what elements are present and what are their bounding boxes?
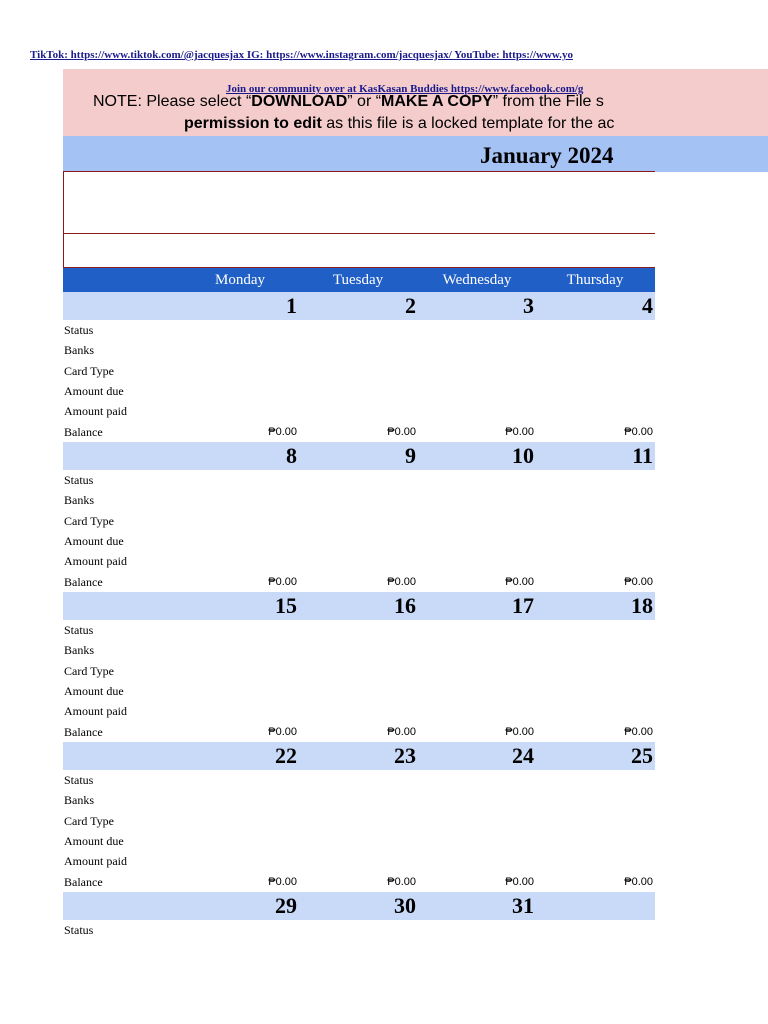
note-banner <box>63 69 768 136</box>
row-label-status: Status <box>64 923 94 937</box>
balance-value: ₱0.00 <box>505 875 534 888</box>
date-number[interactable]: 15 <box>275 593 297 618</box>
date-number[interactable]: 18 <box>631 593 653 618</box>
date-number[interactable]: 30 <box>394 893 416 918</box>
note-text: as this file is a locked template for the ac <box>321 115 615 132</box>
row-label-status: Status <box>64 323 94 337</box>
date-number[interactable]: 9 <box>405 443 416 468</box>
links-box <box>63 171 655 268</box>
row-label-amount-paid: Amount paid <box>64 554 127 569</box>
date-number[interactable]: 22 <box>275 743 297 768</box>
row-label-amount-due: Amount due <box>64 383 124 398</box>
date-number[interactable]: 2 <box>405 293 416 318</box>
row-label-amount-paid: Amount paid <box>64 404 127 419</box>
row-label-amount-due: Amount due <box>64 833 124 848</box>
row-label-banks: Banks <box>64 793 94 808</box>
month-title: January 2024 <box>480 143 614 168</box>
note-line-2 <box>184 114 614 134</box>
row-label-balance: Balance <box>64 424 103 439</box>
date-number[interactable]: 11 <box>632 443 653 468</box>
date-number[interactable]: 3 <box>523 293 534 318</box>
row-label-card-type: Card Type <box>64 363 114 378</box>
day-name-tuesday: Tuesday <box>332 272 384 288</box>
date-number[interactable]: 17 <box>512 593 534 618</box>
date-number[interactable]: 10 <box>512 443 534 468</box>
balance-value: ₱0.00 <box>387 425 416 438</box>
balance-value: ₱0.00 <box>268 725 297 738</box>
row-label-card-type: Card Type <box>64 813 114 828</box>
note-text: NOTE: Please select “ <box>93 93 252 110</box>
balance-value: ₱0.00 <box>505 425 534 438</box>
date-number[interactable]: 29 <box>275 893 297 918</box>
balance-value: ₱0.00 <box>387 575 416 588</box>
note-text: ” from the File s <box>492 93 604 110</box>
note-download-text: DOWNLOAD <box>251 93 348 110</box>
note-text: ” or “ <box>347 93 382 110</box>
balance-value: ₱0.00 <box>624 575 653 588</box>
date-number[interactable]: 23 <box>394 743 416 768</box>
row-label-status: Status <box>64 773 94 787</box>
balance-value: ₱0.00 <box>624 725 653 738</box>
row-label-card-type: Card Type <box>64 663 114 678</box>
date-number[interactable]: 16 <box>394 593 416 618</box>
date-number[interactable]: 4 <box>642 293 653 318</box>
balance-value: ₱0.00 <box>387 725 416 738</box>
day-name-wednesday: Wednesday <box>442 272 512 288</box>
links-divider <box>64 233 655 234</box>
date-number[interactable]: 8 <box>286 443 297 468</box>
row-label-amount-paid: Amount paid <box>64 704 127 719</box>
row-label-balance: Balance <box>64 874 103 889</box>
note-make-copy-text: MAKE A COPY <box>381 93 493 110</box>
row-label-amount-due: Amount due <box>64 683 124 698</box>
balance-value: ₱0.00 <box>624 875 653 888</box>
date-number[interactable]: 24 <box>512 743 534 768</box>
balance-value: ₱0.00 <box>505 575 534 588</box>
balance-value: ₱0.00 <box>268 875 297 888</box>
row-label-amount-paid: Amount paid <box>64 854 127 869</box>
balance-value: ₱0.00 <box>268 575 297 588</box>
row-label-balance: Balance <box>64 574 103 589</box>
balance-value: ₱0.00 <box>268 425 297 438</box>
date-number[interactable]: 31 <box>512 893 534 918</box>
row-label-banks: Banks <box>64 493 94 508</box>
balance-value: ₱0.00 <box>624 425 653 438</box>
row-label-banks: Banks <box>64 343 94 358</box>
date-number[interactable]: 1 <box>286 293 297 318</box>
row-label-status: Status <box>64 473 94 487</box>
note-permission-text: permission to edit <box>184 115 322 132</box>
balance-value: ₱0.00 <box>387 875 416 888</box>
row-label-banks: Banks <box>64 643 94 658</box>
date-number[interactable]: 25 <box>631 743 653 768</box>
day-name-thursday: Thursday <box>566 272 624 288</box>
row-label-card-type: Card Type <box>64 513 114 528</box>
row-label-status: Status <box>64 623 94 637</box>
balance-value: ₱0.00 <box>505 725 534 738</box>
day-name-monday: Monday <box>215 272 265 288</box>
social-links[interactable]: TikTok: https://www.tiktok.com/@jacquesjax IG: https://www.instagram.com/jacquesjax/ YouTube: https://www.yo <box>30 49 573 61</box>
row-label-amount-due: Amount due <box>64 533 124 548</box>
row-label-balance: Balance <box>64 724 103 739</box>
community-link[interactable]: Join our community over at KasKasan Buddies https://www.facebook.com/g <box>226 83 584 95</box>
